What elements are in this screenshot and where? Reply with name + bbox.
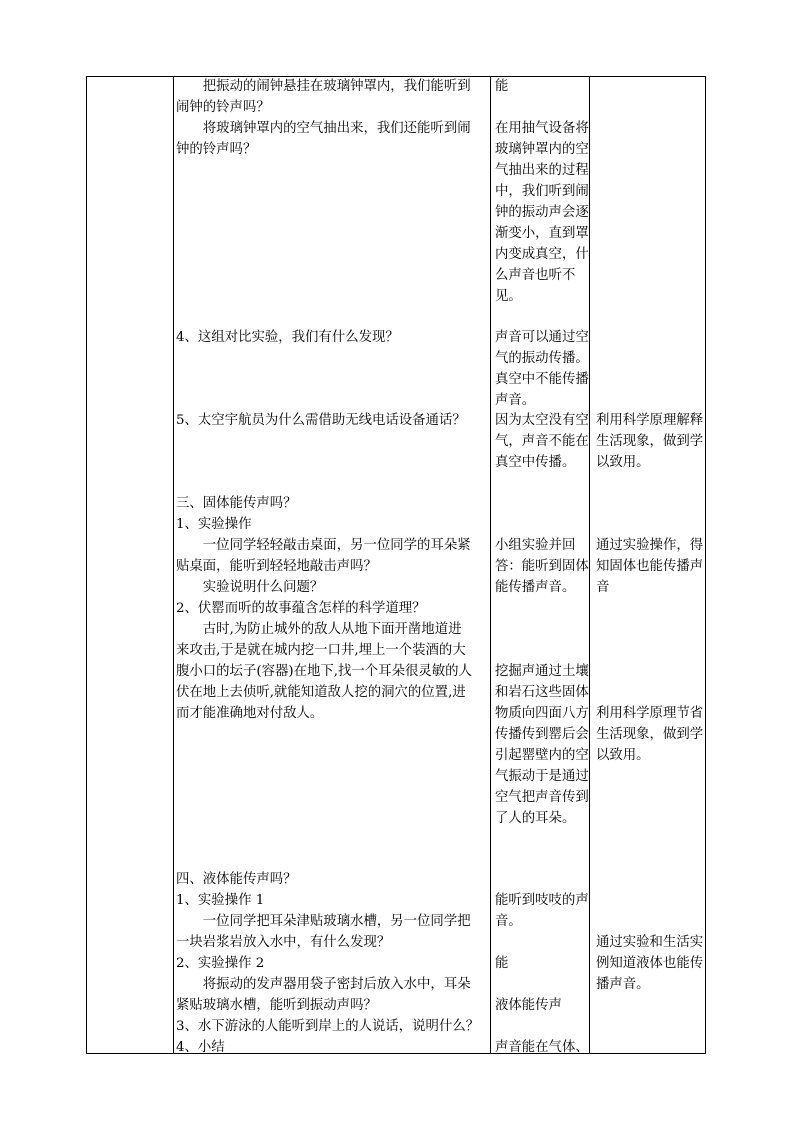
student-answer: 挖掘声通过土壤和岩石这些固体物质向四面八方传播传到罂后会引起罂壁内的空气振动于是通过空气把声音传到了人的耳朵。 [495, 664, 589, 826]
process-line: 4、这组对比实验，我们有什么发现？ [176, 330, 399, 345]
process-line: 1、实验操作 1 [176, 893, 265, 908]
process-line: 4、小结 [176, 1040, 225, 1055]
column-divider-3 [589, 77, 590, 1053]
student-answer: 声音可以通过空气的振动传播。真空中不能传播声音。 [495, 330, 589, 408]
process-line: 一位同学把耳朵津贴玻璃水槽，另一位同学把 [202, 914, 471, 929]
section-heading: 四、液体能传声吗？ [176, 872, 297, 887]
process-line: 实验说明什么问题？ [202, 580, 324, 595]
process-line: 2、实验操作 2 [176, 956, 265, 971]
process-line: 把振动的闹钟悬挂在玻璃钟罩内，我们能听到 [202, 79, 471, 94]
process-line: 将玻璃钟罩内的空气抽出来，我们还能听到闹 [202, 121, 471, 136]
student-answer: 因为太空没有空气，声音不能在真空中传播。 [495, 413, 589, 470]
process-line: 一位同学轻轻敲击桌面，另一位同学的耳朵紧 [202, 538, 471, 553]
process-line: 伏在地上去侦听,就能知道敌人挖的洞穴的位置,进 [176, 685, 466, 700]
student-answer: 小组实验并回答：能听到固体能传播声音。 [495, 538, 589, 595]
process-line: 古时,为防止城外的敌人从地下面开凿地道进 [202, 622, 462, 637]
process-line: 贴桌面，能听到轻轻地敲击声吗？ [176, 559, 377, 574]
design-intent: 通过实验和生活实例知道液体也能传播声音。 [596, 935, 704, 992]
student-answer: 能听到吱吱的声音。 [495, 893, 589, 929]
process-line: 将振动的发声器用袋子密封后放入水中，耳朵 [202, 977, 471, 992]
process-line: 一块岩浆岩放入水中，有什么发现？ [176, 935, 391, 950]
column-divider-2 [490, 77, 491, 1053]
design-intent: 通过实验操作，得知固体也能传播声音 [596, 538, 704, 595]
process-line: 2、伏罂而听的故事蕴含怎样的科学道理？ [176, 601, 426, 616]
process-line: 钟的铃声吗？ [176, 142, 257, 157]
process-line: 腹小口的坛子(容器)在地下,找一个耳朵很灵敏的人 [176, 664, 472, 679]
design-intent: 利用科学原理节省生活现象，做到学以致用。 [596, 706, 704, 763]
process-line: 1、实验操作 [176, 517, 252, 532]
student-answer: 能 [495, 79, 509, 94]
student-answer: 能 [495, 956, 509, 971]
student-answer: 在用抽气设备将玻璃钟罩内的空气抽出来的过程中，我们听到闹钟的振动声会逐渐变小，直到罩内变成真空，什么声音也听不见。 [495, 121, 589, 304]
student-answer: 声音能在气体、 [495, 1040, 589, 1055]
process-line: 紧贴玻璃水槽，能听到振动声吗？ [176, 998, 377, 1013]
process-line: 而才能准确地对付敌人。 [176, 706, 324, 721]
process-line: 闹钟的铃声吗？ [176, 100, 270, 115]
process-line: 5、太空宇航员为什么需借助无线电话设备通话？ [176, 413, 466, 428]
process-line: 来攻击,于是就在城内挖一口井,埋上一个装酒的大 [176, 643, 466, 658]
section-heading: 三、固体能传声吗？ [176, 496, 297, 511]
process-line: 3、水下游泳的人能听到岸上的人说话，说明什么？ [176, 1019, 480, 1034]
design-intent: 利用科学原理解释生活现象，做到学以致用。 [596, 413, 704, 470]
column-divider-1 [173, 77, 174, 1053]
student-answer: 液体能传声 [495, 998, 562, 1013]
